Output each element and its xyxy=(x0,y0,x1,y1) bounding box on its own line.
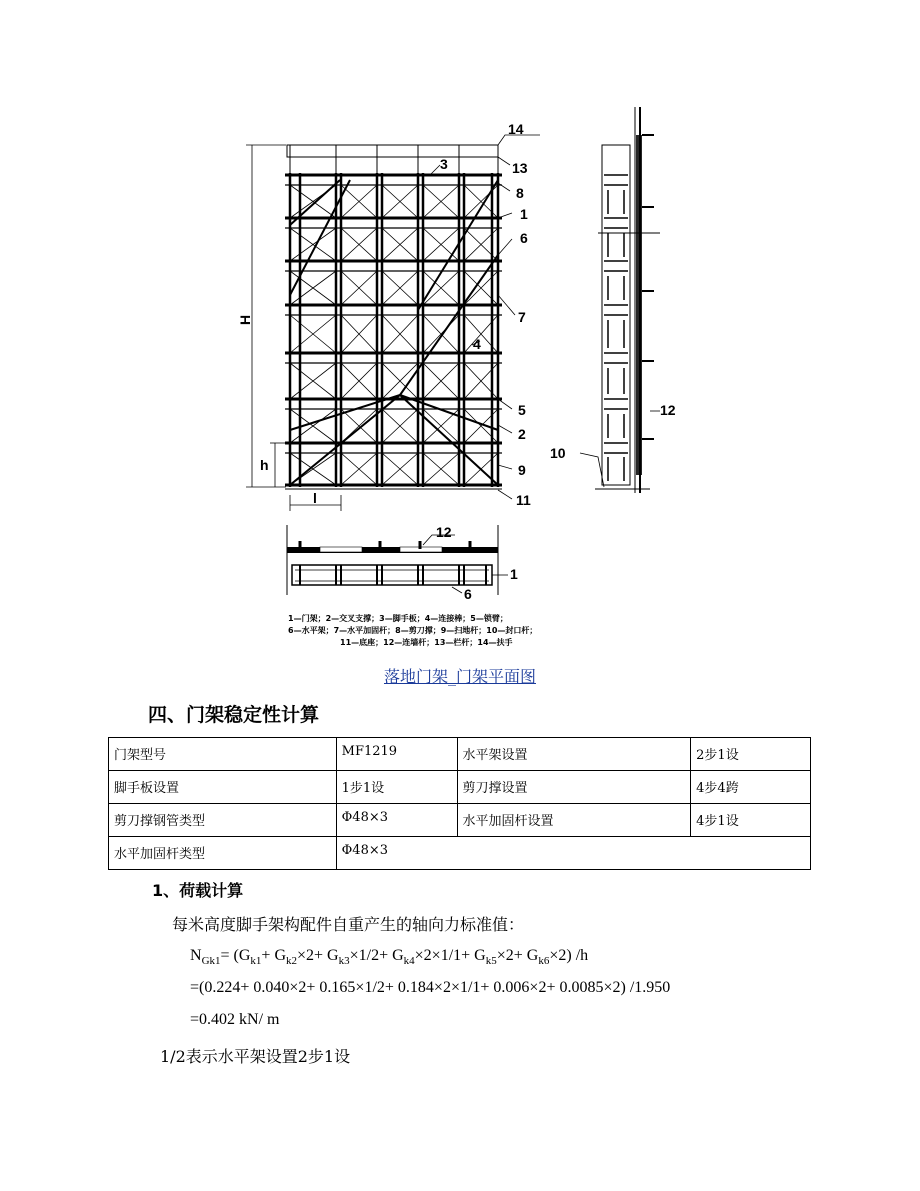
parameter-table xyxy=(108,737,811,870)
callout-1-plan: 1 xyxy=(510,566,518,582)
table-row xyxy=(109,804,811,837)
callout-5: 5 xyxy=(518,402,526,418)
formula-sub: k1 xyxy=(250,955,262,968)
callout-11: 11 xyxy=(516,492,531,508)
figure-caption[interactable]: 落地门架_门架平面图 xyxy=(383,667,536,686)
callout-6: 6 xyxy=(520,230,528,246)
formula-term: = (G xyxy=(220,947,251,964)
side-elevation xyxy=(580,107,660,493)
table-cell: 1步1设 xyxy=(336,771,457,804)
table-cell: 2步1设 xyxy=(691,738,811,771)
table-cell: 剪刀撑设置 xyxy=(457,771,691,804)
callout-12-side: 12 xyxy=(660,402,676,418)
table-row xyxy=(109,837,811,870)
table-cell: 水平架设置 xyxy=(457,738,691,771)
scaffold-drawing xyxy=(237,95,680,655)
table-cell: 脚手板设置 xyxy=(109,771,337,804)
formula-sub: k3 xyxy=(338,955,350,968)
table-cell: 4步1设 xyxy=(691,804,811,837)
callout-1: 1 xyxy=(520,206,528,222)
subsection-title: 1、荷载计算 xyxy=(152,881,244,900)
table-cell: Φ48×3 xyxy=(336,837,810,870)
callout-13: 13 xyxy=(512,160,528,176)
front-elevation xyxy=(246,145,502,511)
formula-line-2: =(0.224+ 0.040×2+ 0.165×1/2+ 0.184×2×1/1+ 0.006×2+ 0.0085×2) /1.950 xyxy=(190,979,671,996)
formula-lhs-sub: Gk1 xyxy=(201,955,221,968)
callout-4: 4 xyxy=(473,336,481,352)
callout-14: 14 xyxy=(508,121,524,137)
formula-term: ×2+ G xyxy=(297,947,339,964)
paragraph-note: 1/2表示水平架设置2步1设 xyxy=(160,1047,351,1066)
legend-line-2: 6—水平架；7—水平加固杆；8—剪刀撑；9—扫地杆；10—封口杆； xyxy=(288,626,538,635)
callout-3: 3 xyxy=(440,156,448,172)
formula-term: ×1/2+ G xyxy=(349,947,404,964)
callout-8: 8 xyxy=(516,185,524,201)
table-row xyxy=(109,738,811,771)
callout-12-plan: 12 xyxy=(436,524,452,540)
plan-view xyxy=(287,525,508,595)
table-cell: 剪刀撑钢管类型 xyxy=(109,804,337,837)
paragraph-axial-force: 每米高度脚手架构配件自重产生的轴向力标准值： xyxy=(172,915,525,934)
callout-10: 10 xyxy=(550,445,566,461)
formula-sub: k5 xyxy=(485,955,497,968)
callout-7: 7 xyxy=(518,309,526,325)
formula-line-3: =0.402 kN/ m xyxy=(190,1011,280,1028)
table-cell: 水平加固杆设置 xyxy=(457,804,691,837)
formula-lhs: N xyxy=(190,947,202,964)
table-cell: Φ48×3 xyxy=(336,804,457,837)
formula-sub: k4 xyxy=(403,955,415,968)
dimension-H: H xyxy=(237,314,253,325)
callout-6-plan: 6 xyxy=(464,586,472,602)
formula-line-1 xyxy=(190,947,588,967)
table-cell: 水平加固杆类型 xyxy=(109,837,337,870)
callout-2: 2 xyxy=(518,426,526,442)
dimension-l: l xyxy=(313,490,317,506)
dimension-h: h xyxy=(260,457,269,473)
formula-term: ×2×1/1+ G xyxy=(414,947,486,964)
table-cell: MF1219 xyxy=(336,738,457,771)
formula-term: ×2) /h xyxy=(549,947,589,964)
callout-9: 9 xyxy=(518,462,526,478)
scaffold-diagram xyxy=(237,95,680,655)
legend-line-1: 1—门架；2—交叉支撑；3—脚手板；4—连接棒；5—锁臂； xyxy=(288,614,508,623)
formula-sub: k6 xyxy=(538,955,550,968)
table-cell: 门架型号 xyxy=(109,738,337,771)
table-cell: 4步4跨 xyxy=(691,771,811,804)
formula-term: + G xyxy=(261,947,286,964)
formula-sub: k2 xyxy=(286,955,297,968)
legend-line-3: 11—底座；12—连墙杆；13—栏杆；14—扶手 xyxy=(340,638,513,647)
table-row xyxy=(109,771,811,804)
section-title: 四、门架稳定性计算 xyxy=(148,704,320,726)
formula-term: ×2+ G xyxy=(496,947,539,964)
